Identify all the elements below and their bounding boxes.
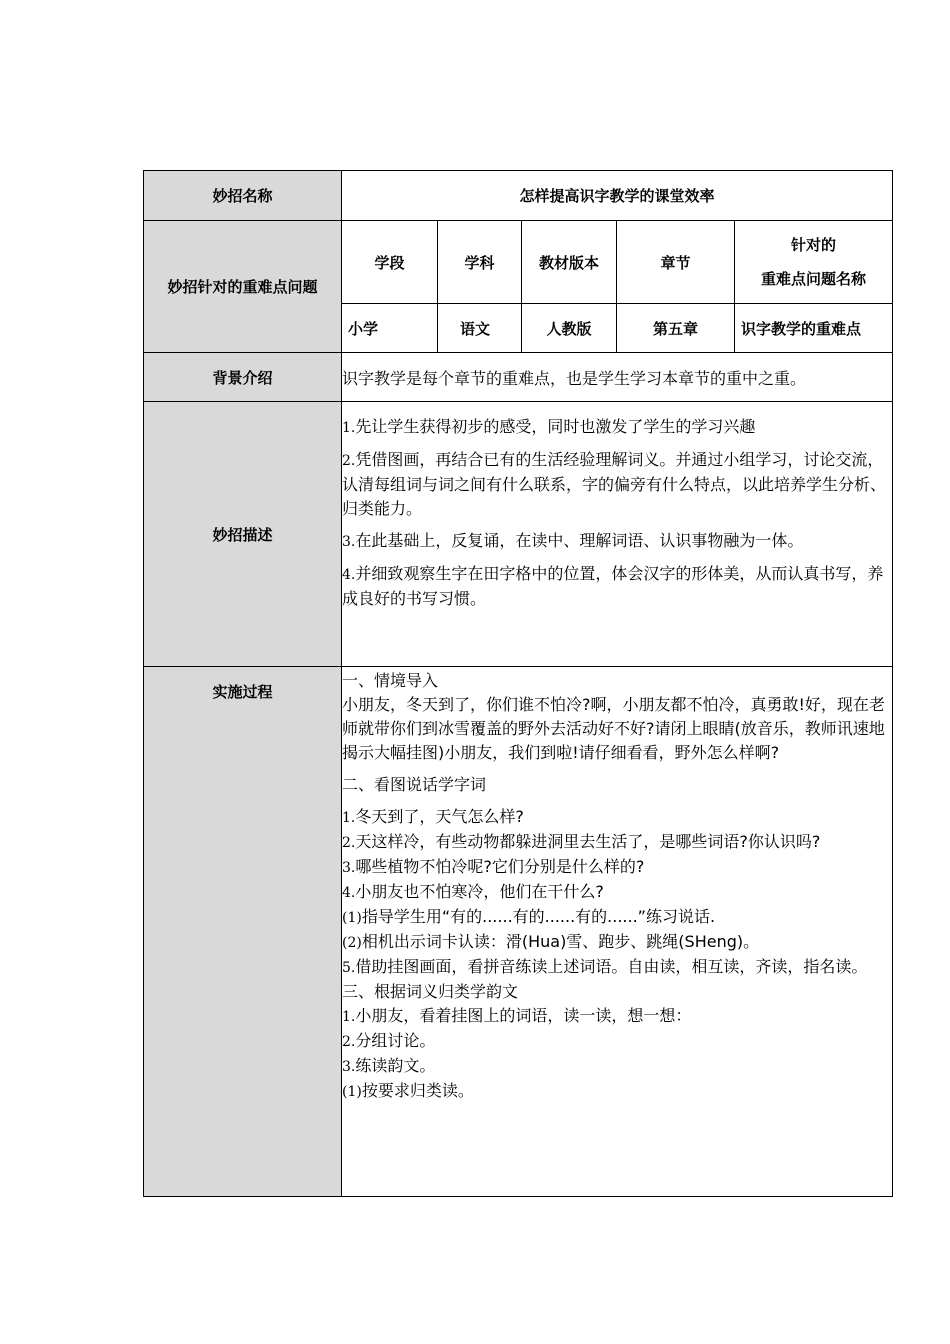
process-list-item: (1)按要求归类读。 <box>342 1081 474 1100</box>
process-list-item: 2.天这样冷，有些动物都躲进洞里去生活了，是哪些词语?你认识吗? <box>342 832 821 851</box>
description-item: 3.在此基础上，反复诵，在读中、理解词语、认识事物融为一体。 <box>342 531 804 550</box>
description-label: 妙招描述 <box>144 402 342 667</box>
process-list-item: 5.借助挂图画面，看拼音练读上述词语。自由读，相互读，齐读，指名读。 <box>342 957 868 976</box>
value-stage: 小学 <box>342 304 438 353</box>
process-label: 实施过程 <box>144 667 342 1197</box>
header-problem-name-line2: 重难点问题名称 <box>760 270 866 288</box>
process-list-item: (1)指导学生用“有的......有的......有的......”练习说话. <box>342 907 716 926</box>
header-stage: 学段 <box>342 221 438 304</box>
process-list-item: (2)相机出示词卡认读：滑(Hua)雪、跑步、跳绳(SHeng)。 <box>342 932 760 951</box>
background-label: 背景介绍 <box>144 353 342 402</box>
value-edition: 人教版 <box>522 304 617 353</box>
process-list-item: 1.小朋友，看着挂图上的词语，读一读，想一想： <box>342 1006 692 1025</box>
process-list-item: 1.冬天到了，天气怎么样? <box>342 807 524 826</box>
description-cell <box>342 402 893 667</box>
value-chapter: 第五章 <box>617 304 735 353</box>
process-cell <box>342 667 893 1197</box>
description-item: 4.并细致观察生字在田字格中的位置，体会汉字的形体美，从而认真书写，养成良好的书写习惯。 <box>342 564 884 608</box>
value-problem-name: 识字教学的重难点 <box>735 304 893 353</box>
header-problem-name-line1: 针对的 <box>790 236 836 254</box>
process-section-title: 一、情境导入 <box>342 671 439 690</box>
description-item: 1.先让学生获得初步的感受，同时也激发了学生的学习兴趣 <box>342 417 756 436</box>
background-text: 识字教学是每个章节的重难点，也是学生学习本章节的重中之重。 <box>342 353 893 402</box>
lesson-plan-table <box>143 170 893 1197</box>
trick-name-value: 怎样提高识字教学的课堂效率 <box>342 171 893 221</box>
process-section-text: 小朋友，冬天到了，你们谁不怕冷?啊，小朋友都不怕冷，真勇敢!好，现在老师就带你们到冰雪覆盖的野外去活动好不好?请闭上眼睛(放音乐，教师讯速地揭示大幅挂图)小朋友，我们到啦!请仔细看看，野外怎么样啊? <box>342 695 885 762</box>
process-list-item: 2.分组讨论。 <box>342 1031 436 1050</box>
header-problem-name <box>735 221 893 304</box>
process-list-item: 3.哪些植物不怕冷呢?它们分别是什么样的? <box>342 857 645 876</box>
value-subject: 语文 <box>438 304 522 353</box>
trick-name-label: 妙招名称 <box>144 171 342 221</box>
header-edition: 教材版本 <box>522 221 617 304</box>
header-chapter: 章节 <box>617 221 735 304</box>
process-section-title: 三、根据词义归类学韵文 <box>342 982 519 1001</box>
process-section-title: 二、看图说话学字词 <box>342 775 487 794</box>
problem-label: 妙招针对的重难点问题 <box>144 221 342 353</box>
process-list-item: 4.小朋友也不怕寒冷，他们在干什么? <box>342 882 604 901</box>
description-item: 2.凭借图画，再结合已有的生活经验理解词义。并通过小组学习，讨论交流，认清每组词与词之间有什么联系，字的偏旁有什么特点，以此培养学生分析、归类能力。 <box>342 450 887 518</box>
process-list-item: 3.练读韵文。 <box>342 1056 436 1075</box>
header-subject: 学科 <box>438 221 522 304</box>
